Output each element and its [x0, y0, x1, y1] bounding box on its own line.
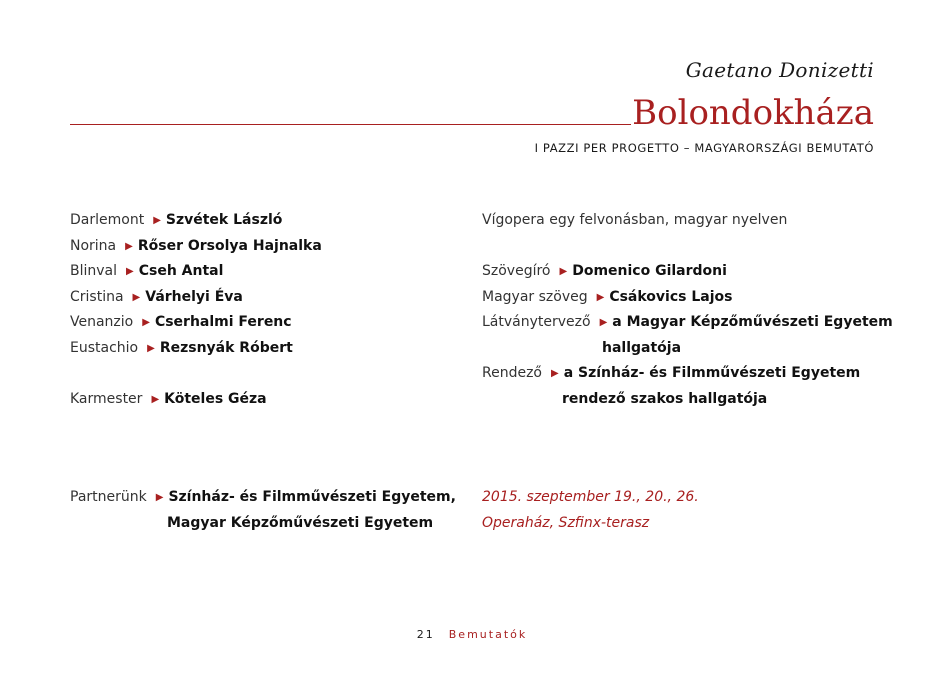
partner-name: Színház- és Filmművészeti Egyetem,: [168, 489, 456, 505]
performance-dates: 2015. szeptember 19., 20., 26.: [482, 489, 699, 505]
arrow-icon: ▶: [142, 317, 150, 328]
cast-name: Cserhalmi Ferenc: [154, 314, 292, 330]
cast-name: Rezsnyák Róbert: [159, 339, 293, 356]
cast-row: [70, 310, 470, 336]
production-credits: [482, 208, 893, 412]
credit-row: [482, 310, 893, 336]
arrow-icon: ▶: [596, 291, 605, 303]
cast-role: Blinval: [70, 263, 118, 279]
cast-name: Rőser Orsolya Hajnalka: [137, 237, 322, 254]
cast-role: Darlemont: [70, 212, 145, 228]
composer-name: Gaetano Donizetti: [685, 58, 874, 82]
cast-role: Eustachio: [70, 339, 139, 356]
cast-row: [70, 336, 470, 362]
cast-name: Várhelyi Éva: [145, 288, 243, 305]
section-name: Bemutatók: [448, 628, 528, 641]
credit-role: Rendező: [482, 365, 542, 381]
arrow-icon: ▶: [551, 368, 559, 379]
partner-name: Magyar Képzőművészeti Egyetem: [167, 514, 434, 531]
arrow-icon: ▶: [151, 393, 160, 405]
cast-row: [70, 208, 470, 234]
credit-row: [482, 285, 882, 311]
credit-role: Látványtervező: [482, 314, 591, 330]
arrow-icon: ▶: [155, 492, 164, 503]
arrow-icon: ▶: [126, 266, 134, 277]
subtitle: I PAZZI PER PROGETTO – MAGYARORSZÁGI BEMUTATÓ: [534, 141, 874, 155]
partner-row: [70, 485, 456, 511]
cast-role: Cristina: [70, 288, 124, 305]
partner-block: [70, 485, 456, 536]
page-number: 21: [416, 628, 435, 641]
page-title: Bolondokháza: [632, 93, 874, 133]
credit-name: a Színház- és Filmművészeti Egyetem: [563, 365, 861, 381]
conductor-name: Köteles Géza: [164, 390, 267, 407]
credit-name: a Magyar Képzőművészeti Egyetem: [612, 314, 893, 330]
credit-row: [482, 361, 882, 387]
credit-continuation: [482, 336, 882, 362]
arrow-icon: ▶: [559, 266, 568, 277]
performance-info: [482, 485, 699, 536]
cast-name: Cseh Antal: [138, 263, 224, 279]
conductor-role: Karmester: [70, 390, 143, 407]
cast-list: [70, 208, 470, 412]
cast-role: Venanzio: [70, 314, 134, 330]
page-footer: [0, 628, 944, 641]
arrow-icon: ▶: [153, 215, 161, 226]
cast-name: Szvétek László: [165, 212, 283, 228]
partner-continuation: [70, 511, 456, 537]
credit-row: [482, 259, 882, 285]
credit-name: hallgatója: [602, 339, 682, 356]
partner-role: Partnerünk: [70, 489, 147, 505]
credit-name: Csákovics Lajos: [609, 288, 733, 305]
cast-row: [70, 259, 470, 285]
cast-row: [70, 285, 470, 311]
title-row: [70, 90, 874, 136]
arrow-icon: ▶: [147, 342, 155, 354]
arrow-icon: ▶: [125, 240, 133, 252]
credit-name: Domenico Gilardoni: [572, 263, 727, 279]
performance-venue: Operaház, Szfinx-terasz: [482, 514, 650, 531]
opera-description: Vígopera egy felvonásban, magyar nyelven: [482, 212, 788, 228]
title-rule: [70, 124, 631, 125]
arrow-icon: ▶: [599, 317, 608, 328]
cast-row: [70, 234, 470, 260]
arrow-icon: ▶: [132, 291, 141, 303]
credit-role: Magyar szöveg: [482, 288, 588, 305]
credit-role: Szövegíró: [482, 263, 551, 279]
conductor-row: [70, 387, 470, 413]
cast-role: Norina: [70, 237, 117, 254]
credit-continuation: [482, 387, 882, 413]
credit-name: rendező szakos hallgatója: [562, 390, 768, 407]
